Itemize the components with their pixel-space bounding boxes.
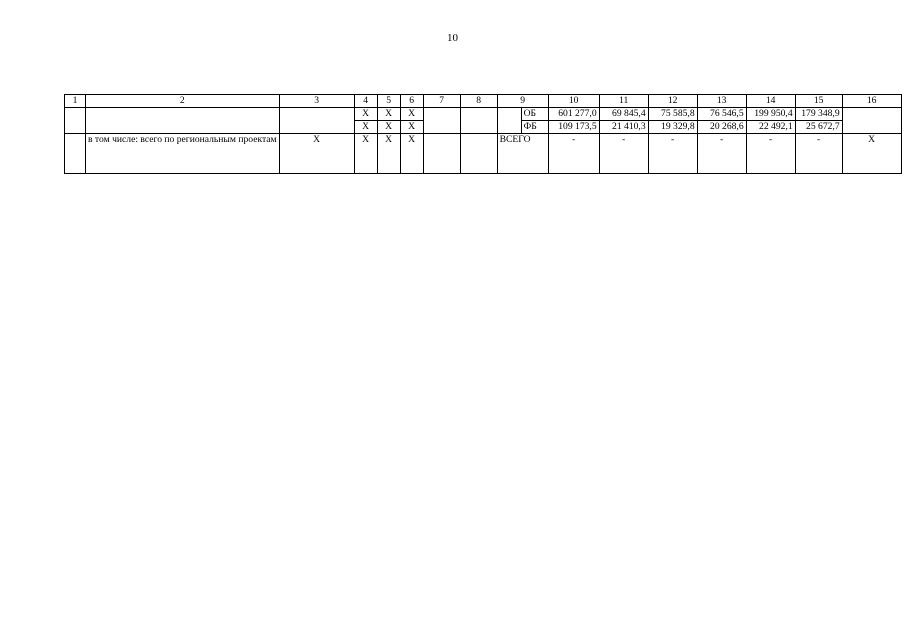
header-cell: 12 (648, 95, 697, 108)
header-cell: 13 (697, 95, 746, 108)
header-cell: 2 (86, 95, 280, 108)
header-row (65, 95, 902, 108)
header-cell: 1 (65, 95, 86, 108)
header-cell: 8 (460, 95, 497, 108)
table-row: Х Х Х ОБ 601 277,0 69 845,4 75 585,8 76 546,5 199 950,4 179 348,9 (65, 108, 902, 121)
header-cell: 14 (746, 95, 795, 108)
fund-cell: ФБ (521, 121, 548, 134)
fund-cell: ОБ (521, 108, 548, 121)
page-number: 10 (447, 32, 458, 44)
program-table (64, 94, 902, 174)
row-name: в том числе: всего по региональным проектам (86, 134, 280, 174)
header-cell: 16 (842, 95, 901, 108)
table-row: Х Х Х ФБ 109 173,5 21 410,3 19 329,8 20 268,6 22 492,1 25 672,7 (65, 121, 902, 134)
header-cell: 15 (795, 95, 842, 108)
header-cell: 4 (354, 95, 377, 108)
header-cell: 11 (599, 95, 648, 108)
table-row: в том числе: всего по региональным проектам Х Х Х Х ВСЕГО - - - - - - Х (65, 134, 902, 174)
header-cell: 7 (423, 95, 460, 108)
header-cell: 6 (400, 95, 423, 108)
fund-cell: ВСЕГО (497, 134, 548, 174)
header-cell: 5 (377, 95, 400, 108)
header-cell: 9 (497, 95, 548, 108)
header-cell: 10 (548, 95, 599, 108)
header-cell: 3 (279, 95, 354, 108)
